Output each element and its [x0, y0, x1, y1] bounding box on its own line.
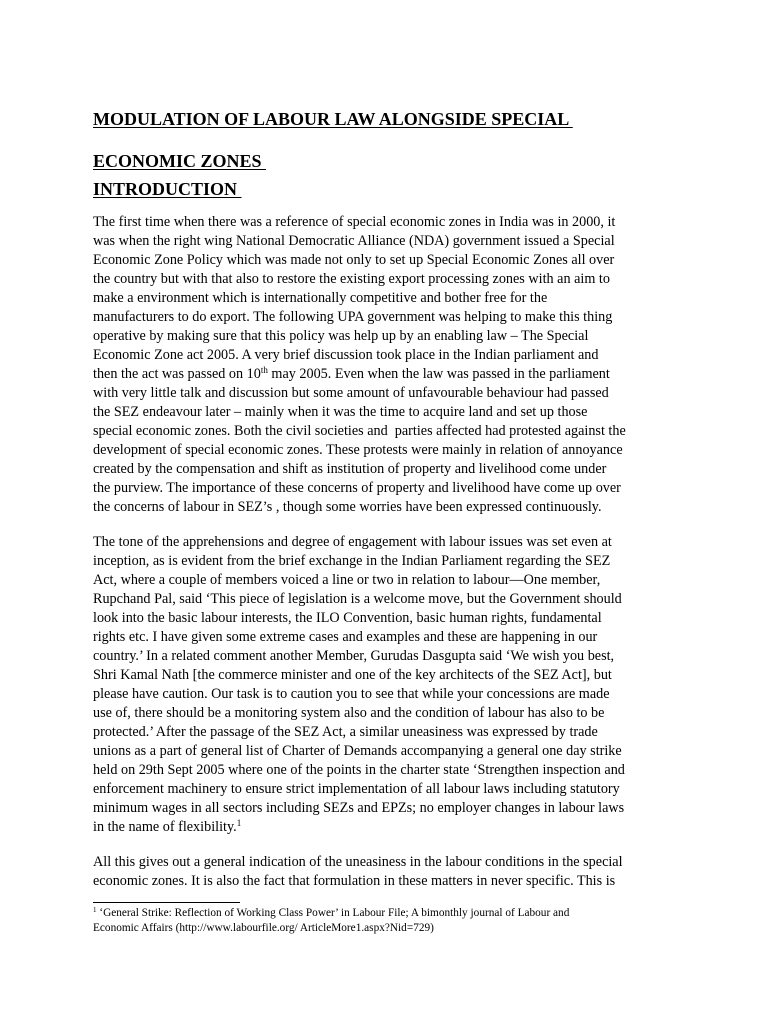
- superscript: th: [260, 365, 268, 375]
- text-line: the concerns of labour in SEZ’s , though some worries have been expressed continuously.: [93, 499, 602, 515]
- text-line: All this gives out a general indication of the uneasiness in the labour conditions in the special: [93, 854, 623, 870]
- footnote: [93, 906, 569, 936]
- section-heading-introduction: INTRODUCTION: [93, 179, 242, 199]
- text-line: manufacturers to do export. The following UPA government was helping to make this thing: [93, 309, 613, 325]
- text-line: make a environment which is internationally competitive and bother free for the: [93, 290, 548, 306]
- text-line: the country but with that also to restore the existing export processing zones with an aim to: [93, 271, 610, 287]
- footnote-marker: 1: [93, 906, 97, 914]
- paragraph-1: [93, 213, 626, 517]
- text-line: rights etc. I have given some extreme cases and examples and these are happening in our: [93, 629, 598, 645]
- text-run: in the name of flexibility.: [93, 819, 237, 835]
- text-line: the SEZ endeavour later – mainly when it was the time to acquire land and set up those: [93, 404, 588, 420]
- paragraph-3: [93, 853, 623, 891]
- text-line: development of special economic zones. These protests were mainly in relation of annoyance: [93, 442, 623, 458]
- superscript: 1: [236, 818, 242, 828]
- footnote-divider: [93, 902, 240, 903]
- title-line: MODULATION OF LABOUR LAW ALONGSIDE SPECIAL: [93, 109, 573, 129]
- text-line: inception, as is evident from the brief exchange in the Indian Parliament regarding the SEZ: [93, 553, 611, 569]
- text-line: The first time when there was a reference of special economic zones in India was in 2000, it: [93, 214, 616, 230]
- text-line: created by the compensation and shift as institution of property and livelihood come under: [93, 461, 607, 477]
- document-title: [93, 88, 653, 193]
- text-line: special economic zones. Both the civil societies and parties affected had protested against the: [93, 423, 626, 439]
- footnote-line: [93, 906, 569, 921]
- text-line: economic zones. It is also the fact that formulation in these matters in never specific. This is: [93, 873, 616, 889]
- text-line: operative by making sure that this policy was help up by an enabling law – The Special: [93, 328, 589, 344]
- text-line: with very little talk and discussion but some amount of unfavourable behaviour had passed: [93, 385, 609, 401]
- text-line: Economic Zone act 2005. A very brief discussion took place in the Indian parliament and: [93, 347, 599, 363]
- text-line: enforcement machinery to ensure strict implementation of all labour laws including statutory: [93, 781, 620, 797]
- text-line: look into the basic labour interests, the ILO Convention, basic human rights, fundamental: [93, 610, 602, 626]
- text-line: held on 29th Sept 2005 where one of the points in the charter state ‘Strengthen inspection and: [93, 762, 625, 778]
- text-run: may 2005. Even when the law was passed in the parliament: [267, 366, 610, 382]
- text-line: minimum wages in all sectors including SEZs and EPZs; no employer changes in labour laws: [93, 800, 625, 816]
- text-line: Act, where a couple of members voiced a line or two in relation to labour—One member,: [93, 572, 601, 588]
- text-run: then the act was passed on 10: [93, 366, 261, 382]
- text-line: The tone of the apprehensions and degree of engagement with labour issues was set even at: [93, 534, 612, 550]
- text-line: Shri Kamal Nath [the commerce minister and one of the key architects of the SEZ Act], but: [93, 667, 612, 683]
- text-line: protected.’ After the passage of the SEZ Act, a similar uneasiness was expressed by trade: [93, 724, 598, 740]
- text-line: the purview. The importance of these concerns of property and livelihood have come up over: [93, 480, 621, 496]
- text-line: country.’ In a related comment another Member, Gurudas Dasgupta said ‘We wish you best,: [93, 648, 615, 664]
- text-line: unions as a part of general list of Charter of Demands accompanying a general one day strike: [93, 743, 622, 759]
- title-line: ECONOMIC ZONES: [93, 151, 267, 171]
- text-line: use of, there should be a monitoring system also and the condition of labour has also to be: [93, 705, 605, 721]
- text-line: Rupchand Pal, said ‘This piece of legislation is a welcome move, but the Government should: [93, 591, 622, 607]
- paragraph-2: [93, 533, 625, 837]
- text-line: was when the right wing National Democratic Alliance (NDA) government issued a Special: [93, 233, 615, 249]
- footnote-text: ‘General Strike: Reflection of Working Class Power’ in Labour File; A bimonthly journal of Labour and: [96, 907, 570, 919]
- text-line: please have caution. Our task is to caution you to see that while your concessions are made: [93, 686, 610, 702]
- footnote-line: Economic Affairs (http://www.labourfile.org/ ArticleMore1.aspx?Nid=729): [93, 922, 434, 934]
- text-line: [93, 365, 626, 384]
- text-line: Economic Zone Policy which was made not only to set up Special Economic Zones all over: [93, 252, 615, 268]
- text-line: [93, 818, 625, 837]
